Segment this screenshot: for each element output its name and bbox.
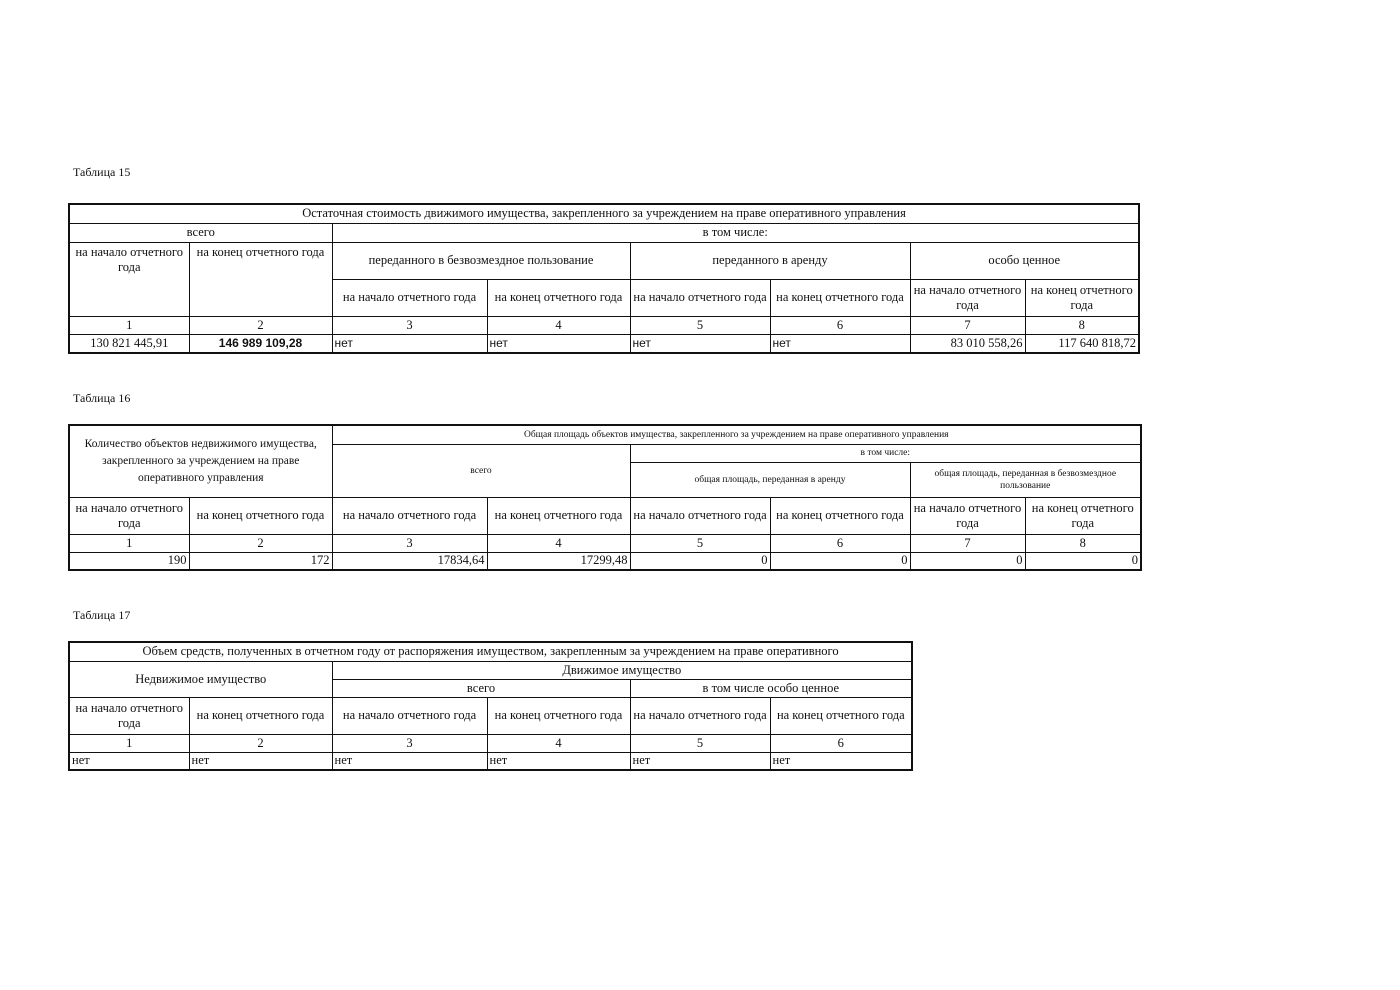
table15-valuable-end: на конец отчетного года: [1025, 279, 1139, 316]
table16-col-number: 1: [69, 534, 189, 552]
table15-total-header: всего: [69, 223, 332, 242]
table15-col-number: 7: [910, 316, 1025, 334]
table15-value-free-use-start: нет: [332, 334, 487, 353]
table16-col-number: 4: [487, 534, 630, 552]
table15-rent-end: на конец отчетного года: [770, 279, 910, 316]
table15-caption: Таблица 15: [73, 165, 131, 179]
table16-rent-area-header: общая площадь, переданная в аренду: [630, 462, 910, 497]
table16-free-use-end: на конец отчетного года: [1025, 497, 1141, 534]
table15-value-free-use-end: нет: [487, 334, 630, 353]
table15-col-number: 3: [332, 316, 487, 334]
table17-total-end: на конец отчетного года: [487, 697, 630, 734]
table17-caption: Таблица 17: [73, 608, 131, 622]
table15-valuable-header: особо ценное: [910, 242, 1139, 279]
table17-real-estate-end: на конец отчетного года: [189, 697, 332, 734]
table15-total-start: на начало отчетного года: [69, 242, 189, 316]
table17-col-number: 1: [69, 734, 189, 752]
table16-col-number: 5: [630, 534, 770, 552]
table16-count-end: на конец отчетного года: [189, 497, 332, 534]
table16-col-number: 3: [332, 534, 487, 552]
table17-valuable-header: в том числе особо ценное: [630, 679, 912, 697]
table17-value-real-estate-end: нет: [189, 752, 332, 770]
table16-col-number: 8: [1025, 534, 1141, 552]
table15-free-use-header: переданного в безвозмездное пользование: [332, 242, 630, 279]
table15-value-valuable-start: 83 010 558,26: [910, 334, 1025, 353]
table15-total-end: на конец отчетного года: [189, 242, 332, 316]
table15-title: Остаточная стоимость движимого имущества, закрепленного за учреждением на праве оперативного управления: [69, 204, 1139, 223]
table17-value-real-estate-start: нет: [69, 752, 189, 770]
table17-col-number: 6: [770, 734, 912, 752]
table16-value-free-use-end: 0: [1025, 552, 1141, 570]
table16-col-number: 2: [189, 534, 332, 552]
table16-col-number: 7: [910, 534, 1025, 552]
table15-value-total-end: 146 989 109,28: [189, 334, 332, 353]
table17-value-valuable-start: нет: [630, 752, 770, 770]
table17-value-total-end: нет: [487, 752, 630, 770]
table17-movable-header: Движимое имущество: [332, 661, 912, 679]
table16-including-header: в том числе:: [630, 444, 1141, 462]
table16-count-start: на начало отчетного года: [69, 497, 189, 534]
table17-valuable-end: на конец отчетного года: [770, 697, 912, 734]
table15-free-use-start: на начало отчетного года: [332, 279, 487, 316]
table16-value-rent-end: 0: [770, 552, 910, 570]
table16-area-header: Общая площадь объектов имущества, закрепленного за учреждением на праве оперативного управления: [332, 425, 1141, 444]
table15-col-number: 5: [630, 316, 770, 334]
table16-free-use-area-header: общая площадь, переданная в безвозмездное пользование: [910, 462, 1141, 497]
table16-total-start: на начало отчетного года: [332, 497, 487, 534]
table16-value-area-start: 17834,64: [332, 552, 487, 570]
table15-free-use-end: на конец отчетного года: [487, 279, 630, 316]
table17: [68, 641, 913, 771]
table15-rent-start: на начало отчетного года: [630, 279, 770, 316]
table15-including-header: в том числе:: [332, 223, 1139, 242]
table16-free-use-start: на начало отчетного года: [910, 497, 1025, 534]
table15-value-valuable-end: 117 640 818,72: [1025, 334, 1139, 353]
table16-value-free-use-start: 0: [910, 552, 1025, 570]
table17-real-estate-start: на начало отчетного года: [69, 697, 189, 734]
table16-rent-end: на конец отчетного года: [770, 497, 910, 534]
table16: [68, 424, 1142, 571]
table15-col-number: 4: [487, 316, 630, 334]
table17-col-number: 2: [189, 734, 332, 752]
table15-col-number: 6: [770, 316, 910, 334]
table17-col-number: 5: [630, 734, 770, 752]
table15-col-number: 8: [1025, 316, 1139, 334]
table15: [68, 203, 1140, 354]
table15-col-number: 2: [189, 316, 332, 334]
table16-caption: Таблица 16: [73, 391, 131, 405]
table16-value-count-start: 190: [69, 552, 189, 570]
table15-value-total-start: 130 821 445,91: [69, 334, 189, 353]
table17-total-header: всего: [332, 679, 630, 697]
table15-col-number: 1: [69, 316, 189, 334]
table16-value-rent-start: 0: [630, 552, 770, 570]
table17-col-number: 4: [487, 734, 630, 752]
table15-value-rent-end: нет: [770, 334, 910, 353]
table17-total-start: на начало отчетного года: [332, 697, 487, 734]
table17-col-number: 3: [332, 734, 487, 752]
table15-rent-header: переданного в аренду: [630, 242, 910, 279]
table16-value-count-end: 172: [189, 552, 332, 570]
table16-count-header: Количество объектов недвижимого имущества, закрепленного за учреждением на праве оперативного управления: [69, 425, 332, 497]
table17-value-valuable-end: нет: [770, 752, 912, 770]
table17-valuable-start: на начало отчетного года: [630, 697, 770, 734]
table16-total-header: всего: [332, 444, 630, 497]
table16-total-end: на конец отчетного года: [487, 497, 630, 534]
table16-rent-start: на начало отчетного года: [630, 497, 770, 534]
table17-value-total-start: нет: [332, 752, 487, 770]
table17-real-estate-header: Недвижимое имущество: [69, 661, 332, 697]
table16-col-number: 6: [770, 534, 910, 552]
table15-value-rent-start: нет: [630, 334, 770, 353]
table17-title: Объем средств, полученных в отчетном году от распоряжения имуществом, закрепленным за учреждением на праве оперативного: [69, 642, 912, 661]
table15-valuable-start: на начало отчетного года: [910, 279, 1025, 316]
table16-value-area-end: 17299,48: [487, 552, 630, 570]
